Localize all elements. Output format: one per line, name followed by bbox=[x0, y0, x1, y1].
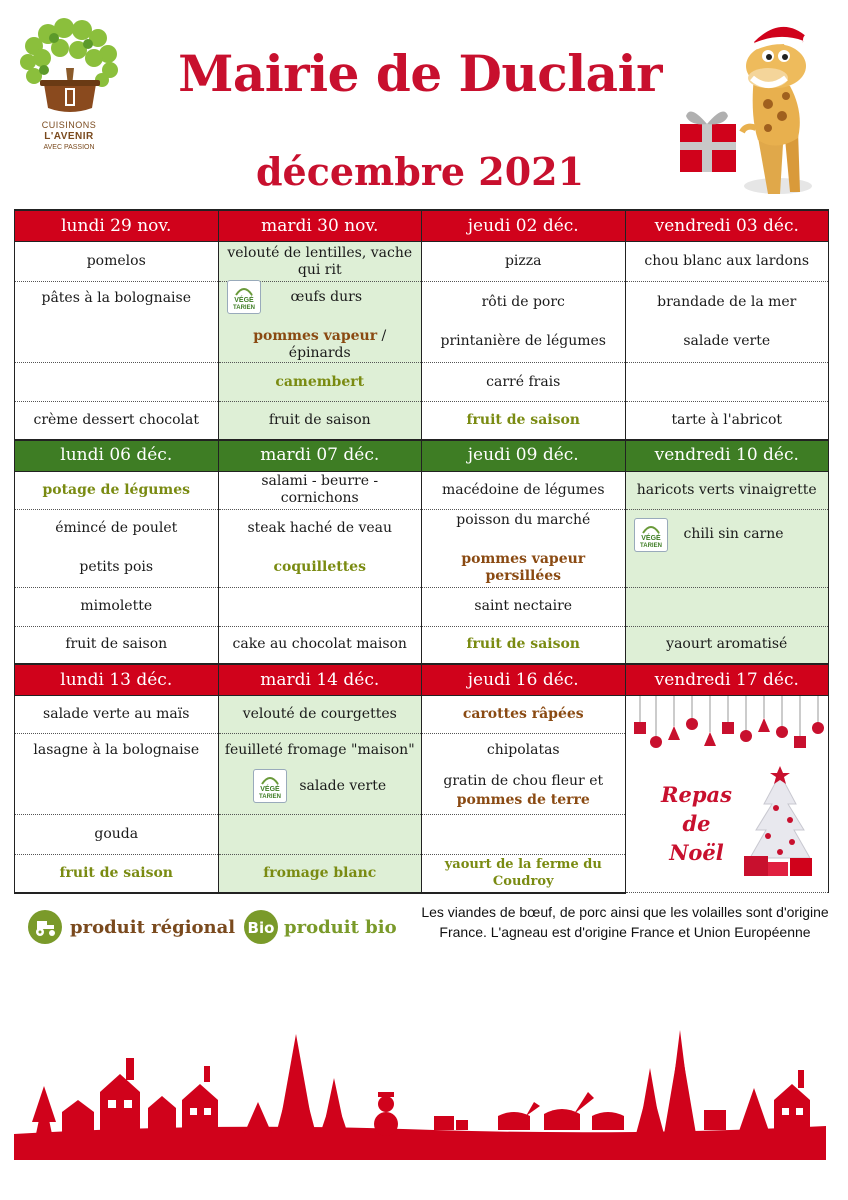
week-1-header bbox=[15, 210, 829, 242]
day-header: jeudi 02 déc. bbox=[422, 210, 626, 242]
day-header: vendredi 10 déc. bbox=[625, 440, 829, 472]
week-3-header bbox=[15, 664, 829, 696]
menu-item: potage de légumes bbox=[15, 471, 219, 509]
day-header: lundi 06 déc. bbox=[15, 440, 219, 472]
menu-item: salade verte bbox=[299, 777, 387, 794]
menu-cell-vege bbox=[218, 282, 422, 363]
bio-leaf-icon bbox=[244, 910, 282, 944]
menu-cell bbox=[218, 509, 422, 587]
tree-pot-logo bbox=[14, 16, 124, 120]
menu-item: salade verte bbox=[683, 333, 771, 349]
menu-item: fruit de saison bbox=[422, 626, 626, 664]
svg-text:TARIEN: TARIEN bbox=[639, 542, 662, 549]
logo-line-2: L'AVENIR bbox=[44, 131, 94, 142]
legend-bio bbox=[244, 910, 397, 944]
table-row bbox=[15, 509, 829, 587]
logo-line-1: CUISINONS bbox=[41, 120, 97, 130]
menu-item: petits pois bbox=[79, 559, 154, 575]
menu-item: pomelos bbox=[15, 242, 219, 282]
svg-text:VÉGÉ: VÉGÉ bbox=[233, 297, 254, 304]
menu-item: cake au chocolat maison bbox=[218, 626, 422, 664]
menu-item: macédoine de légumes bbox=[422, 471, 626, 509]
menu-item: camembert bbox=[218, 363, 422, 402]
menu-item: crème dessert chocolat bbox=[15, 402, 219, 440]
day-header: jeudi 09 déc. bbox=[422, 440, 626, 472]
menu-item: gratin de chou fleur et bbox=[443, 773, 604, 790]
menu-item: saint nectaire bbox=[422, 587, 626, 626]
menu-item: lasagne à la bolognaise bbox=[15, 734, 219, 814]
day-header: mardi 30 nov. bbox=[218, 210, 422, 242]
menu-item bbox=[422, 814, 626, 854]
menu-item: yaourt aromatisé bbox=[625, 626, 829, 664]
christmas-meal-line-2: de bbox=[682, 811, 711, 836]
menu-item: carré frais bbox=[422, 363, 626, 402]
svg-text:VÉGÉ: VÉGÉ bbox=[640, 534, 661, 542]
menu-item: chili sin carne bbox=[683, 526, 784, 542]
menu-item: fruit de saison bbox=[422, 402, 626, 440]
christmas-meal-cell bbox=[625, 696, 829, 893]
table-row bbox=[15, 363, 829, 402]
menu-item: printanière de légumes bbox=[440, 333, 606, 349]
menu-item: feuilleté fromage "maison" bbox=[224, 742, 415, 759]
menu-item bbox=[625, 363, 829, 402]
day-header: jeudi 16 déc. bbox=[422, 664, 626, 696]
menu-item: fruit de saison bbox=[15, 854, 219, 892]
origin-note: Les viandes de bœuf, de porc ainsi que les volailles sont d'origine France. L'agneau est d'origine France et Union Européenne bbox=[421, 904, 829, 940]
svg-text:TARIEN: TARIEN bbox=[232, 305, 255, 311]
menu-item: mimolette bbox=[15, 587, 219, 626]
logo bbox=[14, 16, 124, 151]
menu-cell bbox=[15, 509, 219, 587]
menu-item bbox=[15, 363, 219, 402]
menu-item: fromage blanc bbox=[218, 854, 422, 892]
menu-item: œufs durs bbox=[290, 288, 363, 305]
vegetarian-icon bbox=[634, 518, 668, 552]
vegetarian-icon bbox=[253, 769, 287, 803]
day-header: mardi 07 déc. bbox=[218, 440, 422, 472]
menu-item: velouté de lentilles, vache qui rit bbox=[218, 242, 422, 282]
menu-item bbox=[218, 814, 422, 854]
menu-cell bbox=[625, 282, 829, 363]
day-header: mardi 14 déc. bbox=[218, 664, 422, 696]
menu-item: émincé de poulet bbox=[55, 520, 178, 536]
christmas-meal-line-1: Repas bbox=[661, 782, 732, 807]
menu-cell bbox=[422, 282, 626, 363]
menu-separator: / bbox=[377, 328, 387, 344]
menu-item: pommes vapeur bbox=[253, 328, 378, 344]
menu-item: rôti de porc bbox=[481, 294, 565, 310]
menu-table bbox=[14, 209, 829, 894]
menu-item bbox=[218, 587, 422, 626]
menu-item: épinards bbox=[288, 345, 351, 361]
tractor-icon bbox=[28, 910, 62, 944]
christmas-village-illustration bbox=[14, 1030, 826, 1160]
christmas-meal-line-3: Noël bbox=[669, 840, 724, 865]
table-row bbox=[15, 471, 829, 509]
menu-item: fruit de saison bbox=[15, 626, 219, 664]
menu-item: velouté de courgettes bbox=[218, 696, 422, 734]
menu-item: gouda bbox=[15, 814, 219, 854]
menu-item: haricots verts vinaigrette bbox=[625, 471, 829, 509]
menu-cell-vege bbox=[625, 509, 829, 587]
giraffe-santa-illustration bbox=[672, 16, 822, 202]
menu-item: chou blanc aux lardons bbox=[625, 242, 829, 282]
table-row bbox=[15, 696, 829, 734]
menu-item: chipolatas bbox=[486, 742, 560, 759]
legend-regional bbox=[28, 910, 235, 944]
menu-item: coquillettes bbox=[273, 559, 366, 575]
table-row bbox=[15, 587, 829, 626]
menu-cell bbox=[422, 734, 626, 814]
menu-item: pâtes à la bolognaise bbox=[15, 282, 219, 363]
menu-item: fruit de saison bbox=[218, 402, 422, 440]
day-header: lundi 13 déc. bbox=[15, 664, 219, 696]
legend bbox=[28, 910, 418, 950]
logo-line-3: AVEC PASSION bbox=[43, 144, 95, 151]
vegetarian-icon bbox=[227, 280, 261, 314]
menu-item: pommes de terre bbox=[456, 792, 590, 809]
week-2-header bbox=[15, 440, 829, 472]
menu-cell bbox=[422, 509, 626, 587]
menu-item: pommes vapeur persillées bbox=[461, 550, 586, 584]
menu-item: salade verte au maïs bbox=[15, 696, 219, 734]
menu-cell-vege bbox=[218, 734, 422, 814]
day-header: vendredi 03 déc. bbox=[625, 210, 829, 242]
menu-item: steak haché de veau bbox=[247, 520, 393, 536]
page-subtitle: décembre 2021 bbox=[255, 149, 585, 194]
table-row bbox=[15, 282, 829, 363]
svg-text:Bio: Bio bbox=[247, 919, 275, 937]
menu-item: tarte à l'abricot bbox=[625, 402, 829, 440]
svg-text:TARIEN: TARIEN bbox=[259, 794, 282, 801]
menu-item: salami - beurre - cornichons bbox=[218, 471, 422, 509]
page-title: Mairie de Duclair bbox=[178, 44, 662, 103]
day-header: lundi 29 nov. bbox=[15, 210, 219, 242]
table-row bbox=[15, 242, 829, 282]
menu-item: poisson du marché bbox=[456, 511, 591, 528]
table-row bbox=[15, 626, 829, 664]
day-header: vendredi 17 déc. bbox=[625, 664, 829, 696]
menu-item bbox=[625, 587, 829, 626]
menu-item: brandade de la mer bbox=[657, 294, 797, 310]
menu-item: carottes râpées bbox=[422, 696, 626, 734]
legend-bio-label: produit bio bbox=[284, 916, 397, 938]
table-row bbox=[15, 402, 829, 440]
svg-text:VÉGÉ: VÉGÉ bbox=[260, 786, 281, 794]
menu-item: yaourt de la ferme du Coudroy bbox=[422, 854, 626, 892]
legend-regional-label: produit régional bbox=[70, 916, 236, 938]
menu-item: pizza bbox=[422, 242, 626, 282]
